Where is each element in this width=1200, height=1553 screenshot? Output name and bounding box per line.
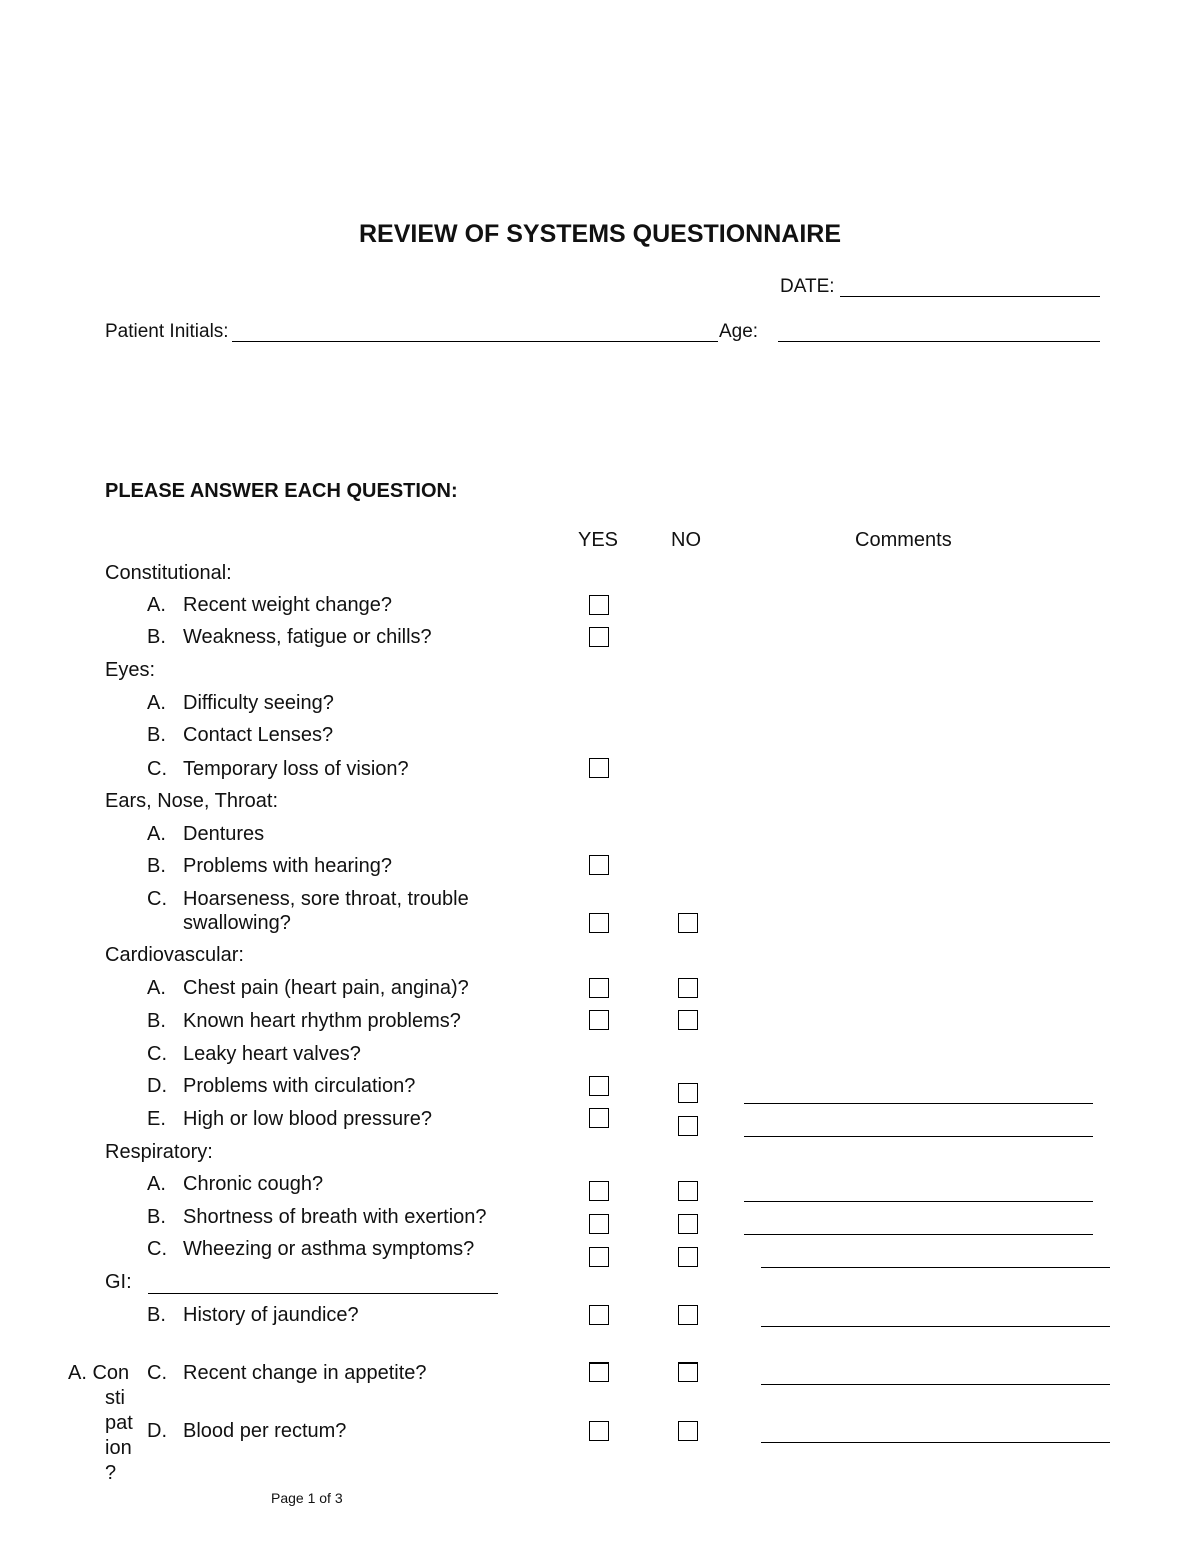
no-checkbox[interactable]: [678, 1421, 698, 1441]
question-constipation-fragment: pat: [105, 1412, 133, 1434]
yes-checkbox[interactable]: [589, 595, 609, 615]
yes-checkbox[interactable]: [589, 1214, 609, 1234]
no-checkbox[interactable]: [678, 913, 698, 933]
question-constipation-fragment: ion: [105, 1437, 132, 1459]
question-chest-pain: Chest pain (heart pain, angina)?: [183, 977, 469, 999]
section-eyes: Eyes:: [105, 659, 156, 681]
item-letter: C.: [147, 758, 167, 780]
item-letter: E.: [147, 1108, 166, 1130]
question-difficulty-seeing: Difficulty seeing?: [183, 692, 334, 714]
section-respiratory: Respiratory:: [105, 1141, 213, 1163]
item-letter: A.: [147, 977, 166, 999]
question-leaky-valves: Leaky heart valves?: [183, 1043, 361, 1065]
no-column-header: NO: [671, 529, 701, 551]
item-letter: A.: [147, 823, 166, 845]
question-constipation-fragment: sti: [105, 1387, 125, 1409]
question-hoarseness: Hoarseness, sore throat, trouble: [183, 888, 469, 910]
question-blood-per-rectum: Blood per rectum?: [183, 1420, 347, 1442]
yes-checkbox[interactable]: [589, 1108, 609, 1128]
item-letter: C.: [147, 1238, 167, 1260]
no-checkbox[interactable]: [678, 1083, 698, 1103]
question-recent-weight-change: Recent weight change?: [183, 594, 393, 616]
question-history-of-jaundice: History of jaundice?: [183, 1304, 359, 1326]
item-letter: B.: [147, 1304, 166, 1326]
yes-checkbox[interactable]: [589, 978, 609, 998]
yes-checkbox[interactable]: [589, 1076, 609, 1096]
item-letter: C.: [147, 888, 167, 910]
comment-field[interactable]: [744, 1103, 1093, 1104]
item-letter: A.: [147, 1173, 166, 1195]
no-checkbox[interactable]: [678, 978, 698, 998]
age-field[interactable]: [778, 341, 1100, 342]
yes-column-header: YES: [578, 529, 619, 551]
page-title: REVIEW OF SYSTEMS QUESTIONNAIRE: [359, 220, 841, 248]
yes-checkbox[interactable]: [589, 627, 609, 647]
comment-field[interactable]: [744, 1201, 1093, 1202]
yes-checkbox[interactable]: [589, 1362, 609, 1382]
item-letter: D.: [147, 1075, 167, 1097]
section-constitutional: Constitutional:: [105, 562, 232, 584]
yes-checkbox[interactable]: [589, 913, 609, 933]
age-label: Age:: [719, 321, 759, 342]
patient-initials-label: Patient Initials:: [105, 321, 229, 342]
question-wheezing-asthma: Wheezing or asthma symptoms?: [183, 1238, 475, 1260]
comments-column-header: Comments: [855, 529, 952, 551]
question-circulation: Problems with circulation?: [183, 1075, 416, 1097]
date-label: DATE:: [780, 276, 835, 297]
yes-checkbox[interactable]: [589, 1010, 609, 1030]
comment-field[interactable]: [744, 1234, 1093, 1235]
question-shortness-of-breath: Shortness of breath with exertion?: [183, 1206, 487, 1228]
question-temporary-vision-loss: Temporary loss of vision?: [183, 758, 409, 780]
yes-checkbox[interactable]: [589, 758, 609, 778]
item-letter: A.: [147, 594, 166, 616]
no-checkbox[interactable]: [678, 1247, 698, 1267]
comment-field[interactable]: [761, 1384, 1110, 1385]
section-gi: GI:: [105, 1271, 132, 1293]
gi-field[interactable]: [148, 1293, 498, 1294]
comment-field[interactable]: [744, 1136, 1093, 1137]
item-letter: B.: [147, 855, 166, 877]
no-checkbox[interactable]: [678, 1305, 698, 1325]
comment-field[interactable]: [761, 1326, 1110, 1327]
yes-checkbox[interactable]: [589, 1305, 609, 1325]
question-chronic-cough: Chronic cough?: [183, 1173, 324, 1195]
item-letter: C.: [147, 1362, 167, 1384]
question-heart-rhythm: Known heart rhythm problems?: [183, 1010, 461, 1032]
item-letter: B.: [147, 1206, 166, 1228]
section-ent: Ears, Nose, Throat:: [105, 790, 279, 812]
question-constipation-fragment: ?: [105, 1462, 117, 1484]
item-letter: B.: [147, 724, 166, 746]
no-checkbox[interactable]: [678, 1116, 698, 1136]
question-appetite-change: Recent change in appetite?: [183, 1362, 427, 1384]
yes-checkbox[interactable]: [589, 1181, 609, 1201]
page-number: Page 1 of 3: [271, 1490, 343, 1506]
question-contact-lenses: Contact Lenses?: [183, 724, 334, 746]
yes-checkbox[interactable]: [589, 1247, 609, 1267]
question-weakness-fatigue: Weakness, fatigue or chills?: [183, 626, 432, 648]
question-hoarseness-continued: swallowing?: [183, 912, 291, 934]
no-checkbox[interactable]: [678, 1362, 698, 1382]
section-cardiovascular: Cardiovascular:: [105, 944, 244, 966]
date-field[interactable]: [840, 296, 1100, 297]
question-constipation-fragment: A. Con: [68, 1362, 130, 1384]
item-letter: A.: [147, 692, 166, 714]
item-letter: B.: [147, 626, 166, 648]
comment-field[interactable]: [761, 1267, 1110, 1268]
instruction-heading: PLEASE ANSWER EACH QUESTION:: [105, 480, 458, 502]
yes-checkbox[interactable]: [589, 855, 609, 875]
item-letter: D.: [147, 1420, 167, 1442]
question-dentures: Dentures: [183, 823, 265, 845]
comment-field[interactable]: [761, 1442, 1110, 1443]
yes-checkbox[interactable]: [589, 1421, 609, 1441]
question-hearing-problems: Problems with hearing?: [183, 855, 392, 877]
no-checkbox[interactable]: [678, 1010, 698, 1030]
no-checkbox[interactable]: [678, 1181, 698, 1201]
patient-initials-field[interactable]: [232, 341, 718, 342]
question-blood-pressure: High or low blood pressure?: [183, 1108, 433, 1130]
item-letter: C.: [147, 1043, 167, 1065]
no-checkbox[interactable]: [678, 1214, 698, 1234]
item-letter: B.: [147, 1010, 166, 1032]
